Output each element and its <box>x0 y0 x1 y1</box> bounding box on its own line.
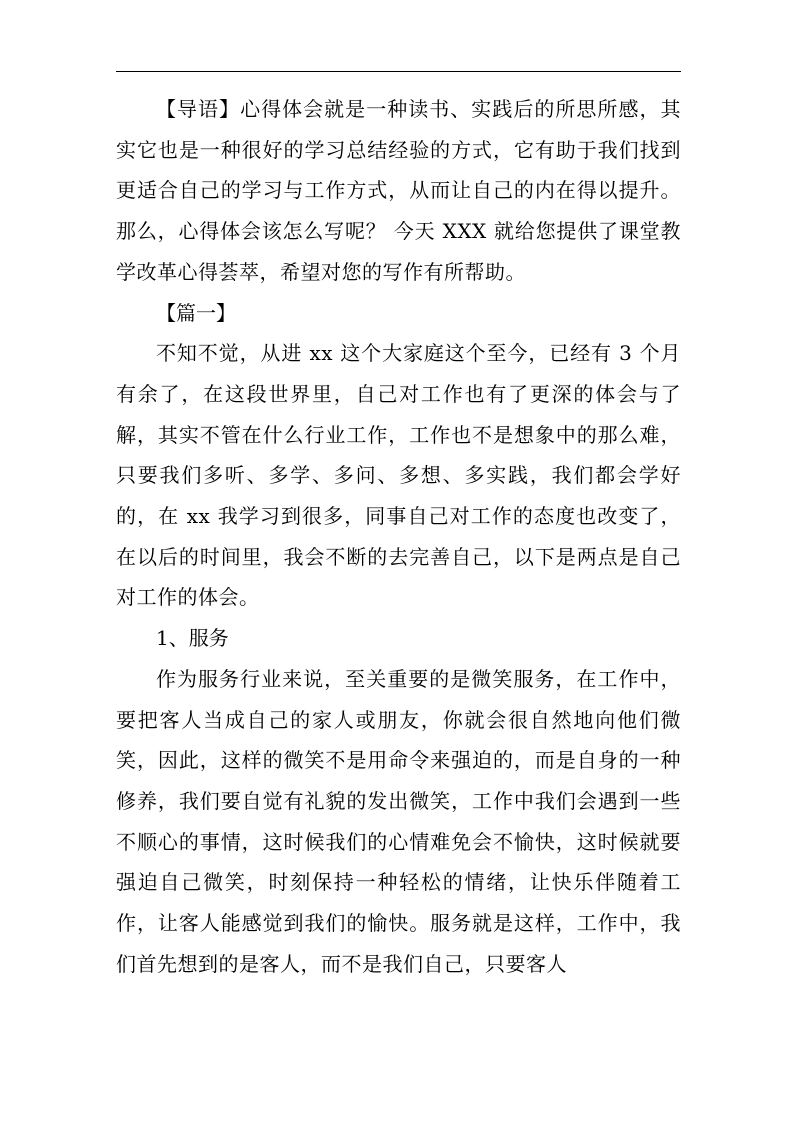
intro-paragraph: 【导语】心得体会就是一种读书、实践后的所思所感，其实它也是一种很好的学习总结经验的方式，它有助于我们找到更适合自己的学习与工作方式，从而让自己的内在得以提升。那么，心得体会该怎么写呢？ 今天 XXX 就给您提供了课堂教学改革心得荟萃，希望对您的写作有所帮助。 <box>116 97 681 284</box>
body-paragraph-2: 作为服务行业来说，至关重要的是微笑服务，在工作中，要把客人当成自己的家人或朋友，你就会很自然地向他们微笑，因此，这样的微笑不是用命令来强迫的，而是自身的一种修养，我们要自觉有礼貌的发出微笑，工作中我们会遇到一些不顺心的事情，这时候我们的心情难免会不愉快，这时候就要强迫自己微笑，时刻保持一种轻松的情绪，让快乐伴随着工作，让客人能感觉到我们的愉快。服务就是这样，工作中，我们首先想到的是客人，而不是我们自己，只要客人 <box>116 666 681 976</box>
document-body <box>116 89 681 984</box>
header-rule <box>116 71 681 72</box>
subheading-service: 1、服务 <box>156 626 229 651</box>
body-paragraph-1: 不知不觉，从进 xx 这个大家庭这个至今，已经有 3 个月有余了，在这段世界里，自己对工作也有了更深的体会与了解，其实不管在什么行业工作，工作也不是想象中的那么难，只要我们多听、多学、多问、多想、多实践，我们都会学好的，在 xx 我学习到很多，同事自己对工作的态度也改变了，在以后的时间里，我会不断的去完善自己，以下是两点是自己对工作的体会。 <box>116 341 681 610</box>
section-title: 【篇一】 <box>156 300 236 325</box>
